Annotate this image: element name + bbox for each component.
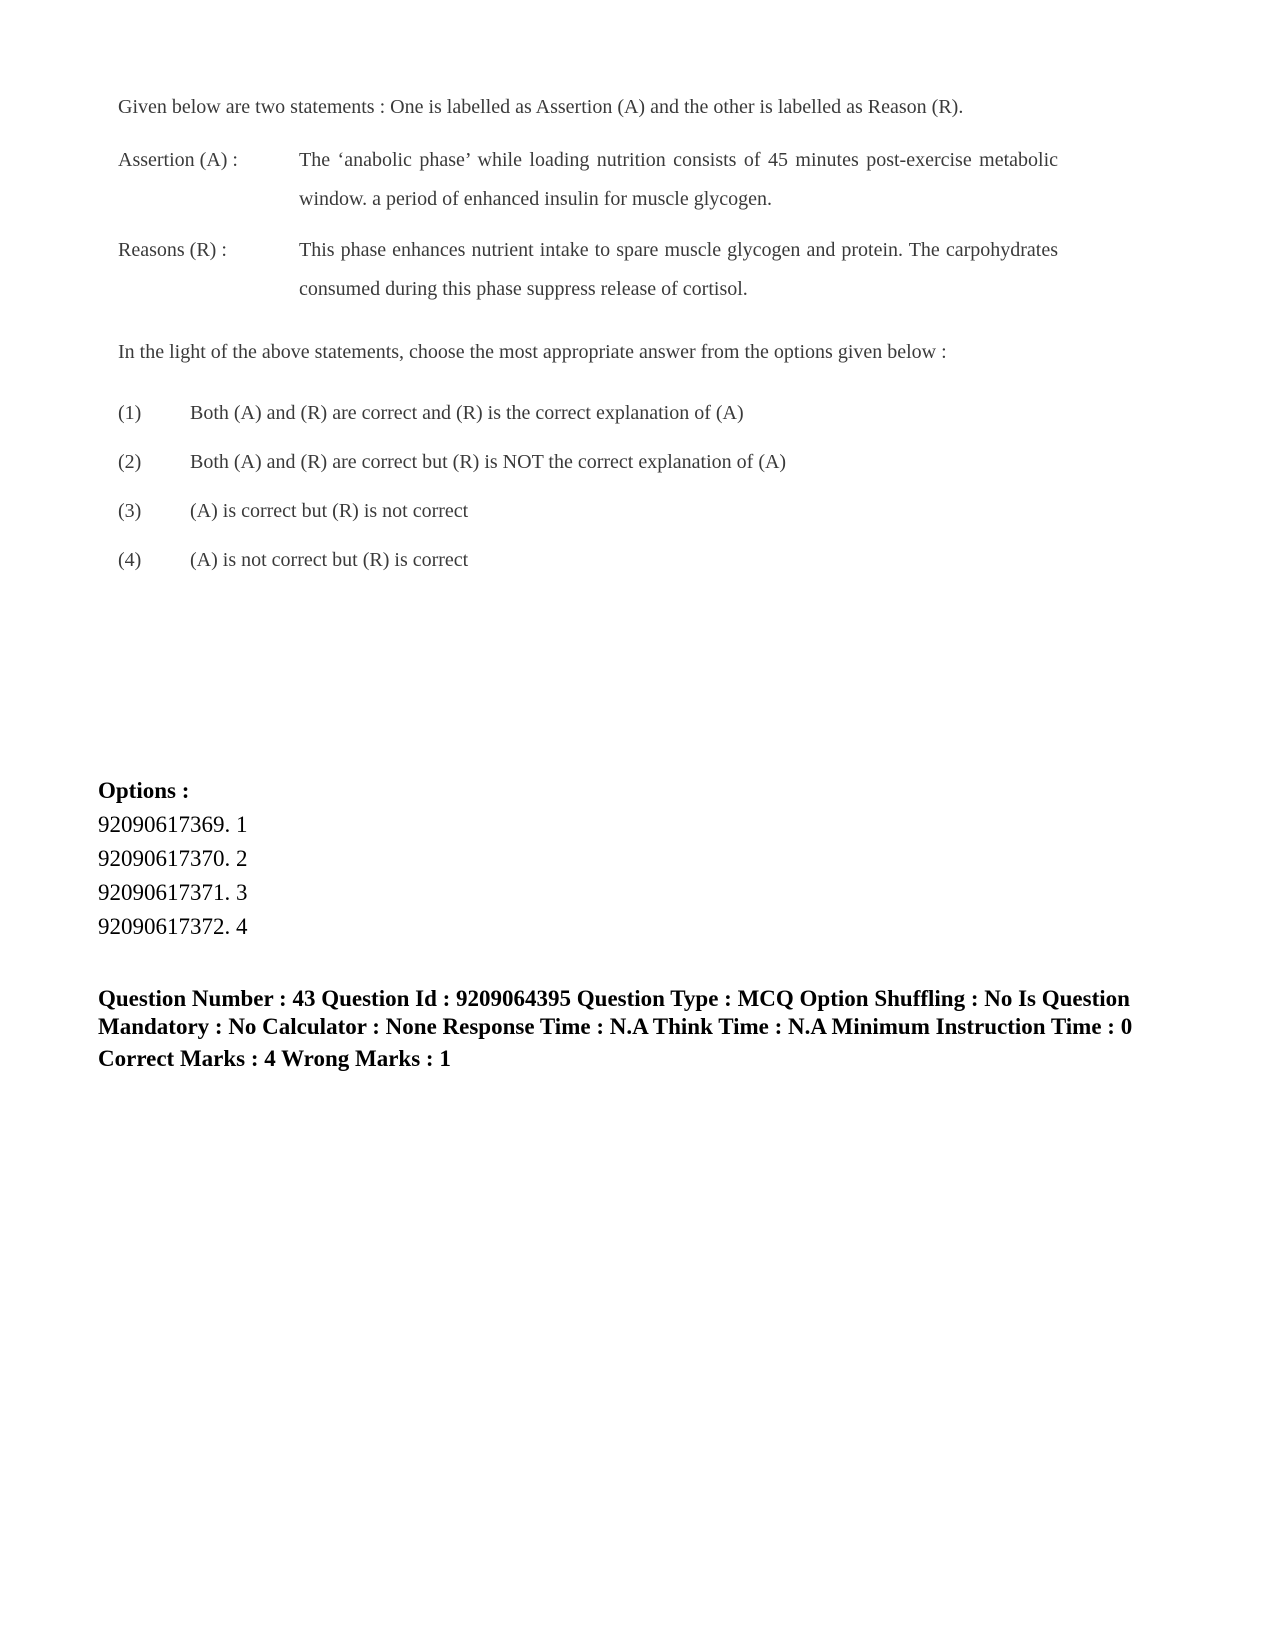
assertion-label: Assertion (A) : — [118, 149, 238, 171]
question-meta-line: Question Number : 43 Question Id : 9209064395 Question Type : MCQ Option Shuffling : No Is Question Mandatory : No Calculator : None Response Time : N.A Think Time : N.A Minimum Instruction Time : 0 — [98, 986, 1133, 1039]
choice-text: (A) is not correct but (R) is correct — [190, 549, 469, 571]
answer-choice — [118, 492, 1058, 541]
reason-label: Reasons (R) : — [118, 239, 227, 261]
answer-choices — [118, 394, 1058, 590]
options-list — [98, 774, 248, 944]
reason-statement — [118, 231, 1058, 309]
question-image — [118, 88, 1058, 590]
choice-text: Both (A) and (R) are correct and (R) is the correct explanation of (A) — [190, 402, 744, 424]
option-item: 92090617369. 1 — [98, 812, 248, 837]
option-item: 92090617371. 3 — [98, 880, 248, 905]
question-marks: Correct Marks : 4 Wrong Marks : 1 — [98, 1046, 451, 1071]
answer-choice — [118, 541, 1058, 590]
choice-text: Both (A) and (R) are correct but (R) is NOT the correct explanation of (A) — [190, 451, 787, 473]
question-intro: Given below are two statements : One is labelled as Assertion (A) and the other is labelled as Reason (R). — [118, 96, 964, 118]
option-item: 92090617370. 2 — [98, 846, 248, 871]
assertion-statement — [118, 141, 1058, 219]
answer-choice — [118, 443, 1058, 492]
reason-text: This phase enhances nutrient intake to spare muscle glycogen and protein. The carpohydrates consumed during this phase suppress release of cortisol. — [299, 239, 1058, 300]
choice-number: (2) — [118, 451, 142, 473]
option-item: 92090617372. 4 — [98, 914, 248, 939]
answer-choice — [118, 394, 1058, 443]
assertion-text: The ‘anabolic phase’ while loading nutrition consists of 45 minutes post-exercise metabolic window. a period of enhanced insulin for muscle glycogen. — [299, 149, 1058, 210]
choice-text: (A) is correct but (R) is not correct — [190, 500, 469, 522]
choice-number: (1) — [118, 402, 142, 424]
question-meta — [98, 985, 1178, 1073]
options-title: Options : — [98, 778, 190, 803]
choice-number: (4) — [118, 549, 142, 571]
choice-number: (3) — [118, 500, 142, 522]
question-instruction: In the light of the above statements, choose the most appropriate answer from the options given below : — [118, 341, 947, 363]
